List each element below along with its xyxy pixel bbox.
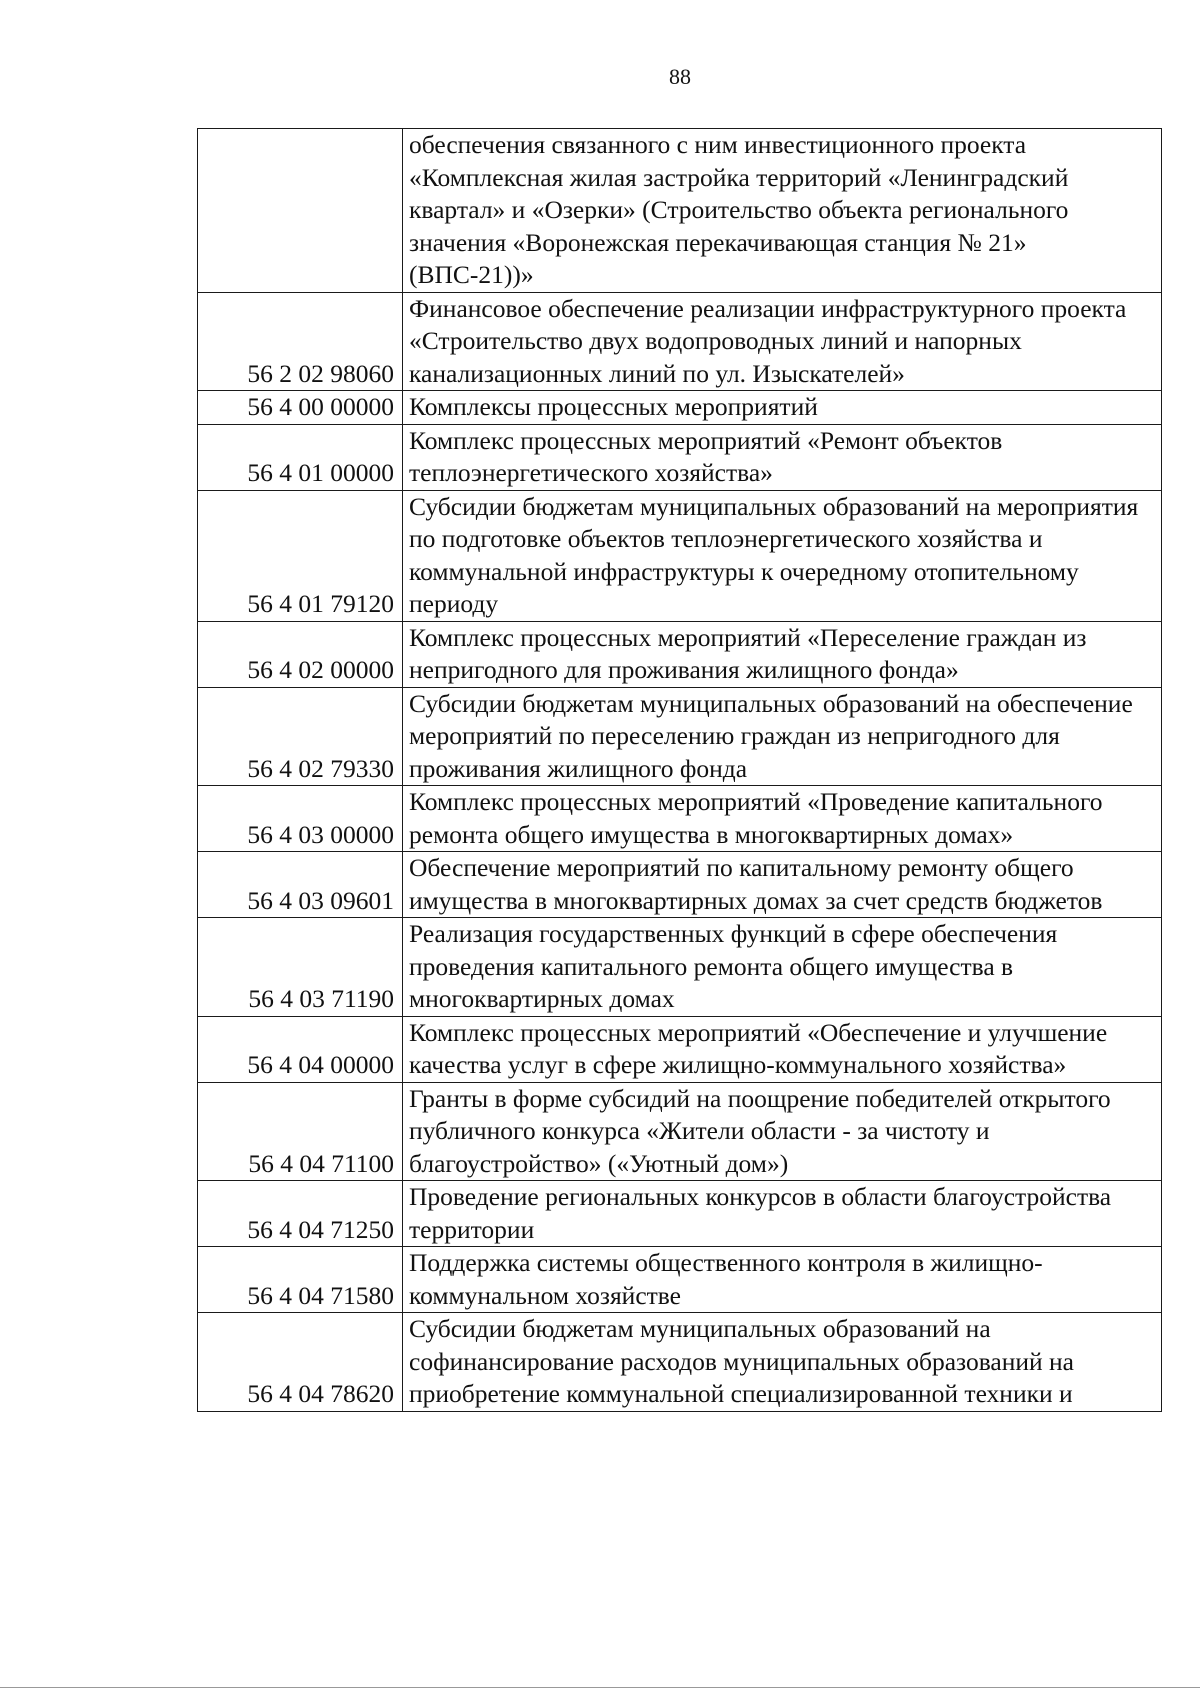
code-cell: 56 4 03 71190 xyxy=(198,918,403,1017)
page-number: 88 xyxy=(669,64,691,89)
code-cell: 56 4 03 09601 xyxy=(198,852,403,918)
name-cell: Гранты в форме субсидий на поощрение победителей открытого публичного конкурса «Жители области - за чистоту и благоустройство» («Уютный дом») xyxy=(403,1082,1162,1181)
table-row xyxy=(198,1247,1162,1313)
code-cell: 56 4 02 00000 xyxy=(198,621,403,687)
bottom-scan-edge xyxy=(0,1687,1200,1688)
table-row xyxy=(198,621,1162,687)
table-row xyxy=(198,490,1162,621)
code-cell: 56 4 00 00000 xyxy=(198,391,403,425)
name-cell: Обеспечение мероприятий по капитальному ремонту общего имущества в многоквартирных домах за счет средств бюджетов xyxy=(403,852,1162,918)
table-row xyxy=(198,292,1162,391)
code-cell: 56 2 02 98060 xyxy=(198,292,403,391)
table-body xyxy=(198,129,1162,1412)
table-row xyxy=(198,424,1162,490)
table-row xyxy=(198,1082,1162,1181)
code-cell: 56 4 02 79330 xyxy=(198,687,403,786)
code-cell: 56 4 01 79120 xyxy=(198,490,403,621)
code-cell: 56 4 04 71580 xyxy=(198,1247,403,1313)
name-cell: Субсидии бюджетам муниципальных образований на софинансирование расходов муниципальных образований на приобретение коммунальной специализированной техники и xyxy=(403,1313,1162,1412)
table-row xyxy=(198,852,1162,918)
code-cell: 56 4 04 00000 xyxy=(198,1016,403,1082)
name-cell: Финансовое обеспечение реализации инфраструктурного проекта «Строительство двух водопроводных линий и напорных канализационных линий по ул. Изыскателей» xyxy=(403,292,1162,391)
code-cell: 56 4 01 00000 xyxy=(198,424,403,490)
table-row xyxy=(198,687,1162,786)
code-cell: 56 4 03 00000 xyxy=(198,786,403,852)
name-cell: Комплекс процессных мероприятий «Обеспечение и улучшение качества услуг в сфере жилищно-коммунального хозяйства» xyxy=(403,1016,1162,1082)
budget-classification-table xyxy=(197,128,1162,1412)
name-cell: Комплекс процессных мероприятий «Переселение граждан из непригодного для проживания жилищного фонда» xyxy=(403,621,1162,687)
name-cell: Проведение региональных конкурсов в области благоустройства территории xyxy=(403,1181,1162,1247)
name-cell: Субсидии бюджетам муниципальных образований на обеспечение мероприятий по переселению граждан из непригодного для проживания жилищного фонда xyxy=(403,687,1162,786)
code-cell: 56 4 04 78620 xyxy=(198,1313,403,1412)
name-cell: Комплексы процессных мероприятий xyxy=(403,391,1162,425)
table-row xyxy=(198,1181,1162,1247)
table-row xyxy=(198,391,1162,425)
code-cell: 56 4 04 71100 xyxy=(198,1082,403,1181)
name-cell: Комплекс процессных мероприятий «Ремонт объектов теплоэнергетического хозяйства» xyxy=(403,424,1162,490)
table-row xyxy=(198,129,1162,293)
code-cell xyxy=(198,129,403,293)
table-row xyxy=(198,1313,1162,1412)
table-row xyxy=(198,786,1162,852)
table-row xyxy=(198,918,1162,1017)
name-cell: Субсидии бюджетам муниципальных образований на мероприятия по подготовке объектов теплоэнергетического хозяйства и коммунальной инфраструктуры к очередному отопительному периоду xyxy=(403,490,1162,621)
name-cell: Поддержка системы общественного контроля в жилищно-коммунальном хозяйстве xyxy=(403,1247,1162,1313)
name-cell: обеспечения связанного с ним инвестиционного проекта «Комплексная жилая застройка территорий «Ленинградский квартал» и «Озерки» (Строительство объекта регионального значения «Воронежская перекачивающая станция № 21» (ВПС-21))» xyxy=(403,129,1162,293)
name-cell: Реализация государственных функций в сфере обеспечения проведения капитального ремонта общего имущества в многоквартирных домах xyxy=(403,918,1162,1017)
name-cell: Комплекс процессных мероприятий «Проведение капитального ремонта общего имущества в многоквартирных домах» xyxy=(403,786,1162,852)
code-cell: 56 4 04 71250 xyxy=(198,1181,403,1247)
table-row xyxy=(198,1016,1162,1082)
